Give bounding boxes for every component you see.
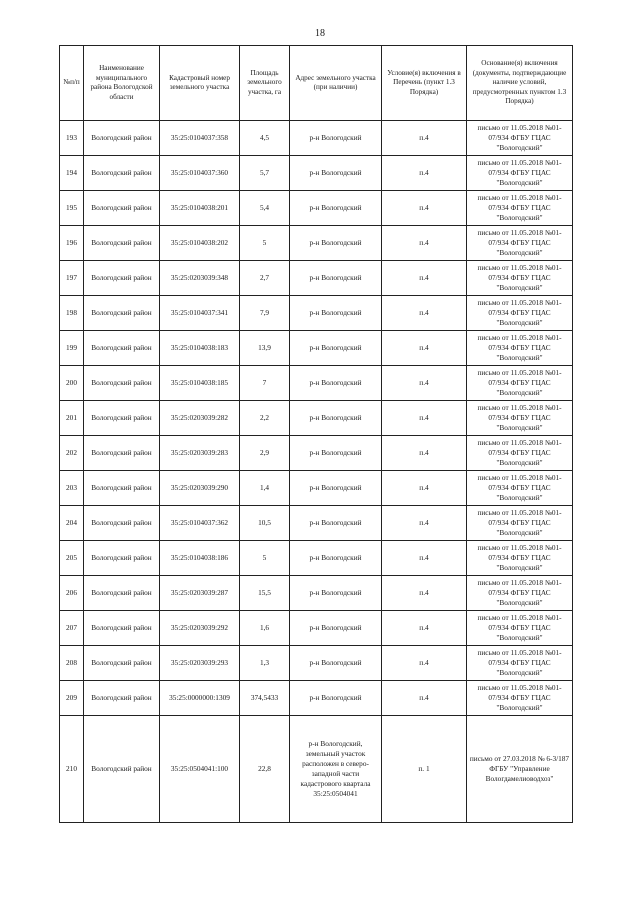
cell-address: р-н Вологодский [290, 611, 382, 646]
cell-address: р-н Вологодский [290, 156, 382, 191]
table-row [60, 506, 573, 541]
cell-num: 193 [60, 121, 84, 156]
cell-cadastral: 35:25:0104037:341 [160, 296, 240, 331]
cell-cadastral: 35:25:0104038:183 [160, 331, 240, 366]
table-row [60, 331, 573, 366]
cell-address: р-н Вологодский, земельный участок расположен в северо-западной части кадастрового квартала 35:25:0504041 [290, 716, 382, 823]
table-row [60, 261, 573, 296]
cell-district: Вологодский район [84, 436, 160, 471]
cell-num: 195 [60, 191, 84, 226]
cell-district: Вологодский район [84, 331, 160, 366]
cell-address: р-н Вологодский [290, 506, 382, 541]
table-header-row [60, 46, 573, 121]
cell-area: 4,5 [240, 121, 290, 156]
cell-condition: п. 1 [382, 716, 467, 823]
cell-district: Вологодский район [84, 576, 160, 611]
cell-district: Вологодский район [84, 156, 160, 191]
cell-address: р-н Вологодский [290, 261, 382, 296]
cell-address: р-н Вологодский [290, 331, 382, 366]
cell-num: 208 [60, 646, 84, 681]
header-cadastral: Кадастровый номер земельного участка [160, 46, 240, 121]
cell-area: 5 [240, 541, 290, 576]
cell-district: Вологодский район [84, 401, 160, 436]
cell-num: 206 [60, 576, 84, 611]
cell-basis: письмо от 11.05.2018 №01-07/934 ФГБУ ГЦАС "Вологодский" [467, 366, 573, 401]
cell-basis: письмо от 11.05.2018 №01-07/934 ФГБУ ГЦАС "Вологодский" [467, 611, 573, 646]
cell-area: 2,2 [240, 401, 290, 436]
cell-area: 5,4 [240, 191, 290, 226]
cell-area: 13,9 [240, 331, 290, 366]
cell-address: р-н Вологодский [290, 681, 382, 716]
cell-condition: п.4 [382, 646, 467, 681]
cell-num: 196 [60, 226, 84, 261]
cell-basis: письмо от 11.05.2018 №01-07/934 ФГБУ ГЦАС "Вологодский" [467, 506, 573, 541]
cell-district: Вологодский район [84, 716, 160, 823]
cell-address: р-н Вологодский [290, 191, 382, 226]
cell-district: Вологодский район [84, 611, 160, 646]
table-row [60, 611, 573, 646]
cell-cadastral: 35:25:0203039:293 [160, 646, 240, 681]
cell-condition: п.4 [382, 541, 467, 576]
cell-address: р-н Вологодский [290, 541, 382, 576]
page-number: 18 [315, 28, 325, 39]
cell-basis: письмо от 11.05.2018 №01-07/934 ФГБУ ГЦАС "Вологодский" [467, 436, 573, 471]
table-row [60, 576, 573, 611]
cell-cadastral: 35:25:0104038:185 [160, 366, 240, 401]
cell-address: р-н Вологодский [290, 401, 382, 436]
cell-area: 1,3 [240, 646, 290, 681]
cell-area: 1,6 [240, 611, 290, 646]
cell-address: р-н Вологодский [290, 471, 382, 506]
header-num: №п/п [60, 46, 84, 121]
cell-area: 15,5 [240, 576, 290, 611]
cell-condition: п.4 [382, 436, 467, 471]
cell-area: 2,9 [240, 436, 290, 471]
cell-cadastral: 35:25:0104037:360 [160, 156, 240, 191]
table-row [60, 191, 573, 226]
cell-basis: письмо от 11.05.2018 №01-07/934 ФГБУ ГЦАС "Вологодский" [467, 156, 573, 191]
cell-basis: письмо от 11.05.2018 №01-07/934 ФГБУ ГЦАС "Вологодский" [467, 331, 573, 366]
cell-area: 5 [240, 226, 290, 261]
cell-area: 5,7 [240, 156, 290, 191]
table-row [60, 366, 573, 401]
cell-num: 210 [60, 716, 84, 823]
cell-district: Вологодский район [84, 191, 160, 226]
cell-num: 205 [60, 541, 84, 576]
cell-district: Вологодский район [84, 506, 160, 541]
cell-condition: п.4 [382, 611, 467, 646]
cell-condition: п.4 [382, 261, 467, 296]
cell-basis: письмо от 27.03.2018 № 6-3/187 ФГБУ "Управление Вологдамелиоводхоз" [467, 716, 573, 823]
table-row [60, 471, 573, 506]
cell-condition: п.4 [382, 401, 467, 436]
cell-condition: п.4 [382, 366, 467, 401]
cell-district: Вологодский район [84, 366, 160, 401]
cell-area: 7,9 [240, 296, 290, 331]
cell-basis: письмо от 11.05.2018 №01-07/934 ФГБУ ГЦАС "Вологодский" [467, 261, 573, 296]
table-row [60, 646, 573, 681]
cell-num: 209 [60, 681, 84, 716]
cell-address: р-н Вологодский [290, 121, 382, 156]
cell-condition: п.4 [382, 681, 467, 716]
cell-district: Вологодский район [84, 471, 160, 506]
table-row [60, 716, 573, 823]
cell-cadastral: 35:25:0104037:358 [160, 121, 240, 156]
cell-condition: п.4 [382, 331, 467, 366]
cell-address: р-н Вологодский [290, 296, 382, 331]
cell-area: 2,7 [240, 261, 290, 296]
cell-area: 1,4 [240, 471, 290, 506]
cell-address: р-н Вологодский [290, 576, 382, 611]
cell-district: Вологодский район [84, 261, 160, 296]
cell-num: 198 [60, 296, 84, 331]
cell-condition: п.4 [382, 471, 467, 506]
cell-basis: письмо от 11.05.2018 №01-07/934 ФГБУ ГЦАС "Вологодский" [467, 226, 573, 261]
cell-num: 199 [60, 331, 84, 366]
cell-cadastral: 35:25:0203039:292 [160, 611, 240, 646]
cell-basis: письмо от 11.05.2018 №01-07/934 ФГБУ ГЦАС "Вологодский" [467, 646, 573, 681]
cell-cadastral: 35:25:0203039:348 [160, 261, 240, 296]
cell-district: Вологодский район [84, 296, 160, 331]
cell-basis: письмо от 11.05.2018 №01-07/934 ФГБУ ГЦАС "Вологодский" [467, 296, 573, 331]
header-basis: Основание(я) включения (документы, подтверждающие наличие условий, предусмотренных пунктом 1.3 Порядка) [467, 46, 573, 121]
cell-num: 194 [60, 156, 84, 191]
cell-cadastral: 35:25:0104038:201 [160, 191, 240, 226]
cell-basis: письмо от 11.05.2018 №01-07/934 ФГБУ ГЦАС "Вологодский" [467, 576, 573, 611]
cell-district: Вологодский район [84, 541, 160, 576]
cell-cadastral: 35:25:0504041:100 [160, 716, 240, 823]
cell-district: Вологодский район [84, 681, 160, 716]
cell-condition: п.4 [382, 121, 467, 156]
header-area: Площадь земельного участка, га [240, 46, 290, 121]
table-row [60, 226, 573, 261]
cell-basis: письмо от 11.05.2018 №01-07/934 ФГБУ ГЦАС "Вологодский" [467, 121, 573, 156]
land-plots-table [59, 45, 573, 823]
cell-district: Вологодский район [84, 121, 160, 156]
cell-basis: письмо от 11.05.2018 №01-07/934 ФГБУ ГЦАС "Вологодский" [467, 471, 573, 506]
cell-cadastral: 35:25:0203039:283 [160, 436, 240, 471]
header-address: Адрес земельного участка (при наличии) [290, 46, 382, 121]
cell-area: 10,5 [240, 506, 290, 541]
cell-basis: письмо от 11.05.2018 №01-07/934 ФГБУ ГЦАС "Вологодский" [467, 401, 573, 436]
cell-cadastral: 35:25:0203039:290 [160, 471, 240, 506]
table-row [60, 541, 573, 576]
cell-num: 201 [60, 401, 84, 436]
header-district: Наименование муниципального района Вологодской области [84, 46, 160, 121]
table-row [60, 121, 573, 156]
cell-basis: письмо от 11.05.2018 №01-07/934 ФГБУ ГЦАС "Вологодский" [467, 541, 573, 576]
cell-basis: письмо от 11.05.2018 №01-07/934 ФГБУ ГЦАС "Вологодский" [467, 681, 573, 716]
cell-num: 203 [60, 471, 84, 506]
cell-cadastral: 35:25:0104038:202 [160, 226, 240, 261]
cell-address: р-н Вологодский [290, 436, 382, 471]
table-row [60, 436, 573, 471]
cell-cadastral: 35:25:0203039:282 [160, 401, 240, 436]
cell-address: р-н Вологодский [290, 646, 382, 681]
cell-address: р-н Вологодский [290, 226, 382, 261]
cell-num: 200 [60, 366, 84, 401]
cell-area: 7 [240, 366, 290, 401]
cell-cadastral: 35:25:0104037:362 [160, 506, 240, 541]
cell-num: 197 [60, 261, 84, 296]
table-row [60, 401, 573, 436]
cell-condition: п.4 [382, 226, 467, 261]
cell-cadastral: 35:25:0104038:186 [160, 541, 240, 576]
header-condition: Условие(я) включения в Перечень (пункт 1.3 Порядка) [382, 46, 467, 121]
cell-district: Вологодский район [84, 646, 160, 681]
table-row [60, 296, 573, 331]
cell-cadastral: 35:25:0000000:1309 [160, 681, 240, 716]
table-row [60, 681, 573, 716]
cell-area: 374,5433 [240, 681, 290, 716]
cell-condition: п.4 [382, 296, 467, 331]
cell-condition: п.4 [382, 191, 467, 226]
cell-condition: п.4 [382, 576, 467, 611]
cell-num: 204 [60, 506, 84, 541]
cell-condition: п.4 [382, 506, 467, 541]
cell-cadastral: 35:25:0203039:287 [160, 576, 240, 611]
cell-condition: п.4 [382, 156, 467, 191]
cell-num: 202 [60, 436, 84, 471]
cell-area: 22,8 [240, 716, 290, 823]
table-row [60, 156, 573, 191]
cell-basis: письмо от 11.05.2018 №01-07/934 ФГБУ ГЦАС "Вологодский" [467, 191, 573, 226]
cell-address: р-н Вологодский [290, 366, 382, 401]
cell-num: 207 [60, 611, 84, 646]
cell-district: Вологодский район [84, 226, 160, 261]
